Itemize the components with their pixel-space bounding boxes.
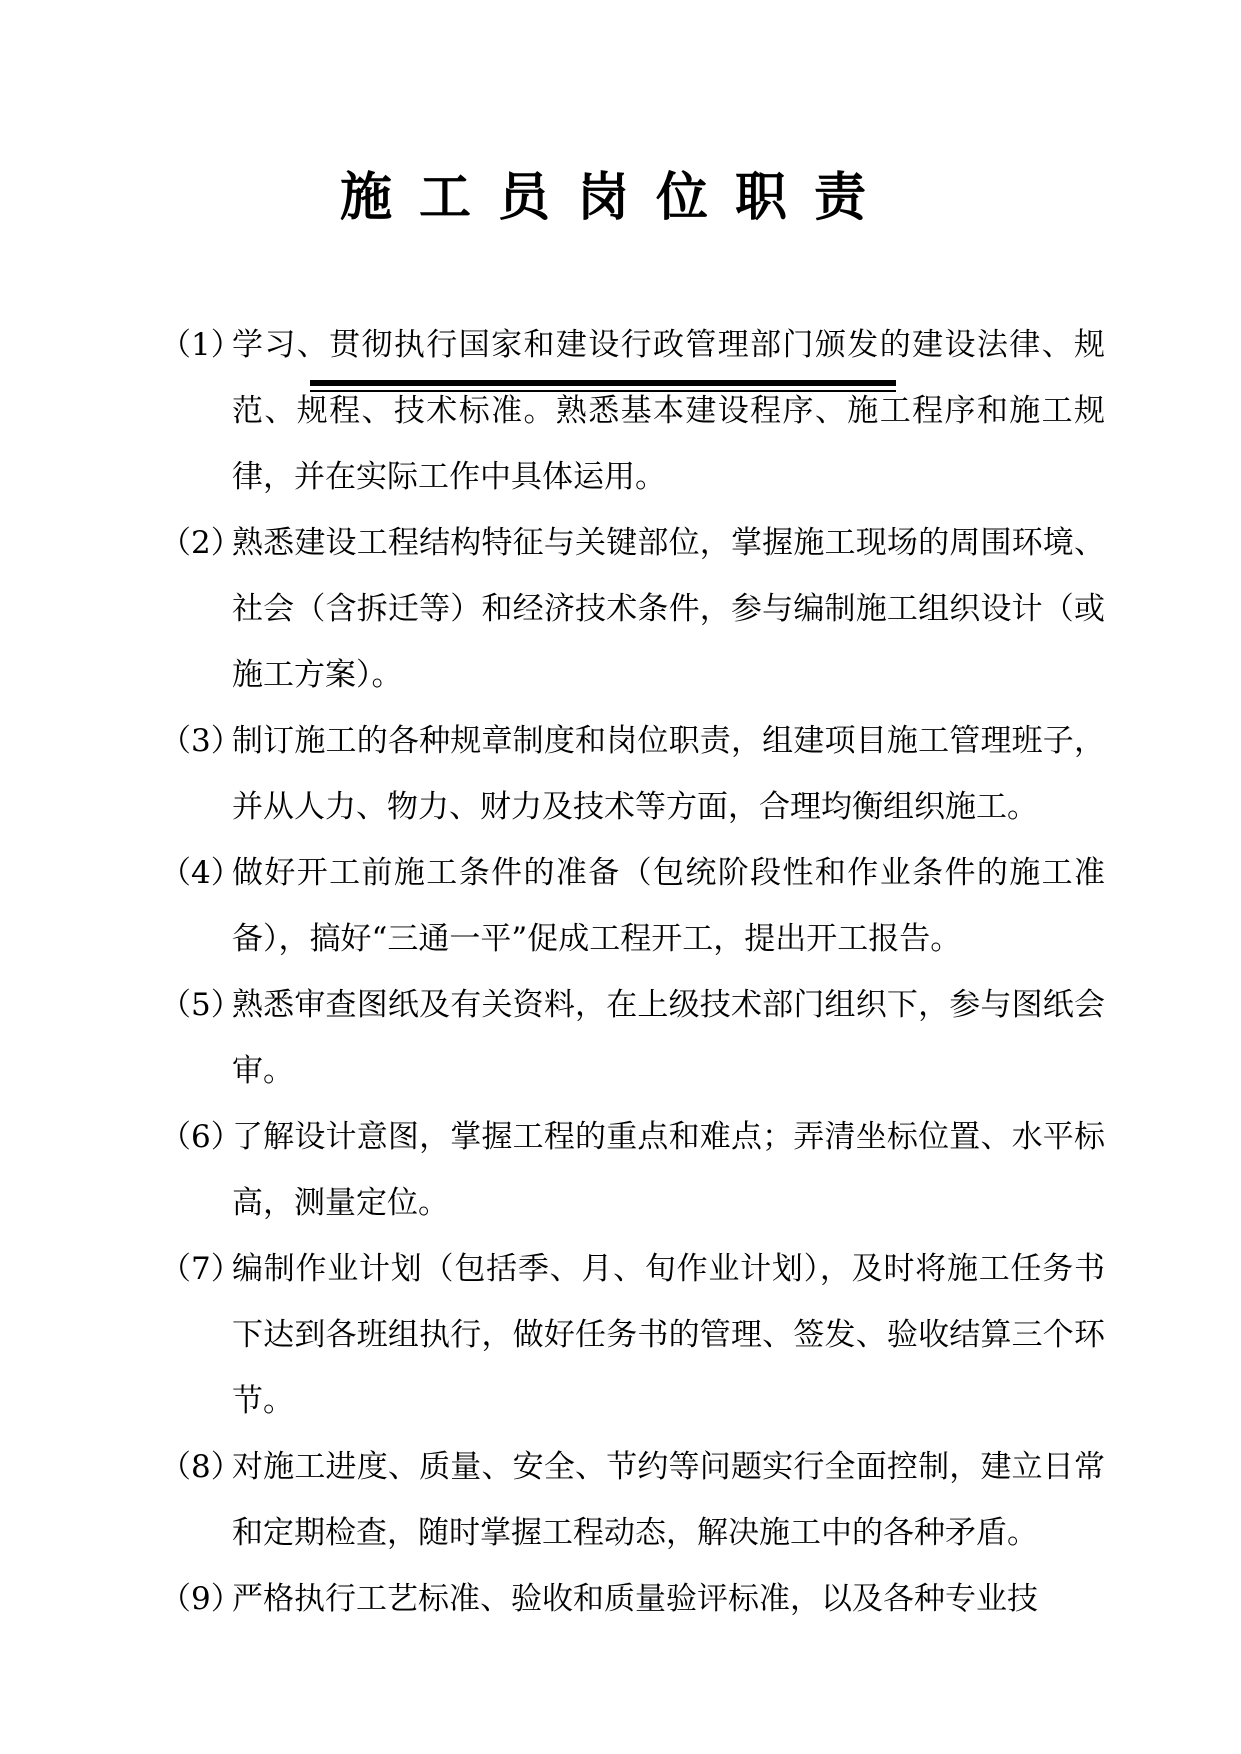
duty-item-8 (160, 1434, 1105, 1566)
duty-item-6 (160, 1104, 1105, 1236)
duty-number: （2） (160, 525, 242, 561)
duty-number: （4） (160, 855, 242, 891)
duty-item-2 (160, 510, 1105, 708)
duty-text: 严格执行工艺标准、验收和质量验评标准，以及各种专业技 (232, 1581, 1038, 1617)
duty-item-9 (160, 1566, 1105, 1632)
duty-item-5 (160, 972, 1105, 1104)
duty-number: （1） (160, 327, 242, 363)
duty-list (160, 312, 1105, 1632)
duty-number: （9） (160, 1581, 242, 1617)
page-title: 施工员岗位职责 (339, 167, 893, 228)
duty-number: （7） (160, 1251, 242, 1287)
duty-number: （6） (160, 1119, 242, 1155)
duty-item-4 (160, 840, 1105, 972)
duty-text: 熟悉审查图纸及有关资料，在上级技术部门组织下，参与图纸会审。 (232, 987, 1105, 1089)
duty-text: 了解设计意图，掌握工程的重点和难点；弄清坐标位置、水平标高，测量定位。 (232, 1119, 1105, 1221)
duty-text: 制订施工的各种规章制度和岗位职责，组建项目施工管理班子，并从人力、物力、财力及技术等方面，合理均衡组织施工。 (232, 723, 1105, 825)
duty-number: （8） (160, 1449, 242, 1485)
duty-item-3 (160, 708, 1105, 840)
duty-text: 对施工进度、质量、安全、节约等问题实行全面控制，建立日常和定期检查，随时掌握工程动态，解决施工中的各种矛盾。 (232, 1449, 1105, 1551)
title-block (310, 160, 896, 238)
duty-text: 做好开工前施工条件的准备（包统阶段性和作业条件的施工准备），搞好“三通一平”促成工程开工，提出开工报告。 (232, 855, 1105, 957)
duty-number: （5） (160, 987, 242, 1023)
duty-number: （3） (160, 723, 242, 759)
duty-item-7 (160, 1236, 1105, 1434)
duty-text: 编制作业计划（包括季、月、旬作业计划），及时将施工任务书下达到各班组执行，做好任务书的管理、签发、验收结算三个环节。 (232, 1251, 1105, 1419)
duty-text: 熟悉建设工程结构特征与关键部位，掌握施工现场的周围环境、社会（含拆迁等）和经济技术条件，参与编制施工组织设计（或施工方案）。 (232, 525, 1105, 693)
duty-item-1 (160, 312, 1105, 510)
duty-text: 学习、贯彻执行国家和建设行政管理部门颁发的建设法律、规范、规程、技术标准。熟悉基本建设程序、施工程序和施工规律，并在实际工作中具体运用。 (232, 327, 1105, 495)
